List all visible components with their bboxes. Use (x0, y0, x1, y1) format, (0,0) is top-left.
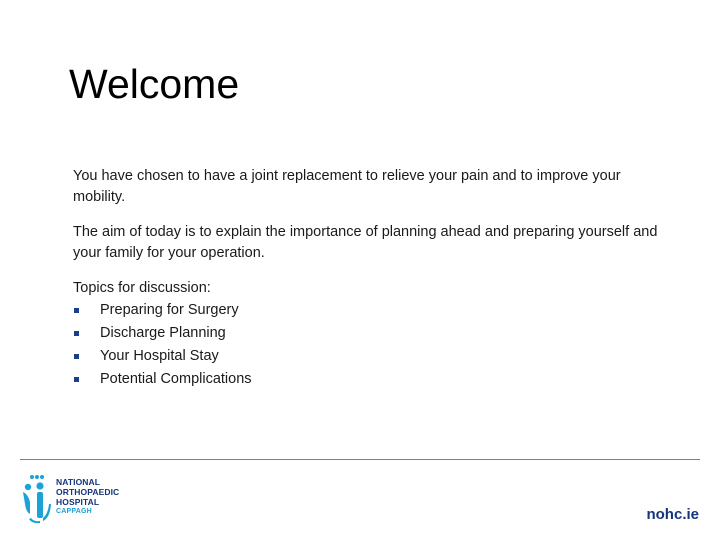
logo-subline: CAPPAGH (56, 508, 92, 515)
topic-label: Discharge Planning (100, 325, 226, 341)
list-item (73, 299, 673, 322)
hospital-logo (20, 474, 119, 524)
logo-line: ORTHOPAEDIC (56, 487, 120, 497)
topics-list (73, 299, 673, 391)
logo-wordmark (56, 477, 119, 517)
topics-heading: Topics for discussion: (73, 280, 211, 296)
list-item (73, 345, 673, 368)
list-item (73, 368, 673, 391)
aim-paragraph: The aim of today is to explain the importance of planning ahead and preparing yourself and your family for your operation. (73, 224, 658, 261)
website-label: nohc.ie (646, 506, 699, 523)
topic-label: Preparing for Surgery (100, 302, 239, 318)
slide-title: Welcome (69, 61, 240, 107)
slide-body (73, 166, 673, 391)
square-bullet-icon (74, 331, 79, 336)
square-bullet-icon (74, 377, 79, 382)
logo-line: HOSPITAL (56, 497, 100, 507)
hospital-logo-mark-icon (20, 474, 52, 524)
intro-paragraph: You have chosen to have a joint replacement to relieve your pain and to improve your mobility. (73, 168, 621, 205)
topic-label: Your Hospital Stay (100, 348, 219, 364)
square-bullet-icon (74, 308, 79, 313)
square-bullet-icon (74, 354, 79, 359)
topic-label: Potential Complications (100, 371, 252, 387)
footer-divider (20, 459, 700, 460)
logo-line: NATIONAL (56, 477, 101, 487)
list-item (73, 322, 673, 345)
